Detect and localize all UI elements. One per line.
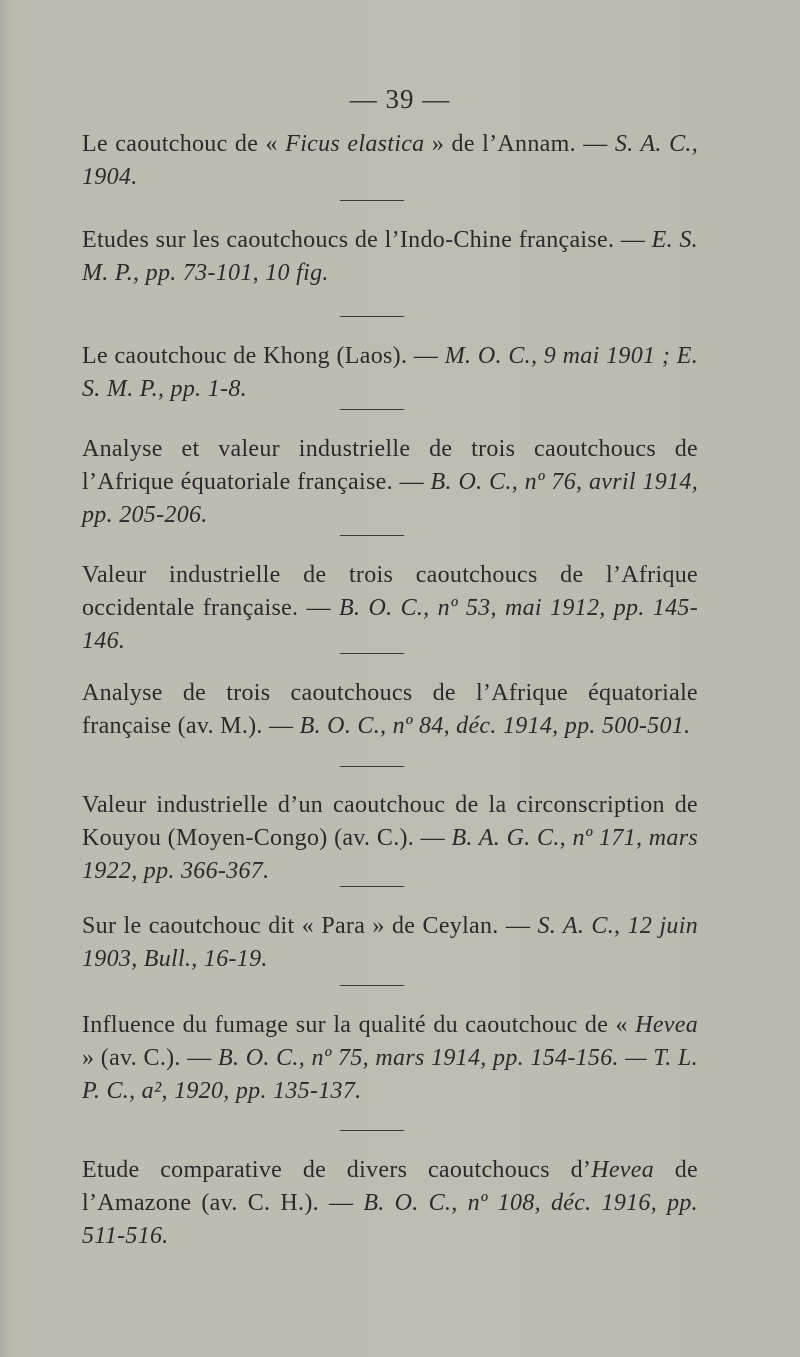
- entry-reference: M. O. C., 9 mai 1901 ; E. S. M. P., pp. 1-8.: [82, 343, 698, 402]
- separator-rule: [340, 653, 404, 654]
- entry-text: Analyse et valeur industrielle de trois caoutchoucs de l’Afrique équatoriale française. —: [82, 436, 698, 495]
- separator-rule: [340, 200, 404, 201]
- bibliography-entry: [82, 433, 698, 532]
- separator-rule: [340, 766, 404, 767]
- bibliography-entry: [82, 677, 698, 743]
- separator-rule: [340, 535, 404, 536]
- entry-reference: B. O. C., nº 53, mai 1912, pp. 145-146.: [82, 595, 698, 654]
- separator-rule: [340, 409, 404, 410]
- entry-text: » de l’Annam. —: [424, 131, 615, 157]
- entry-reference: B. O. C., nº 108, déc. 1916, pp. 511-516.: [82, 1190, 698, 1249]
- bibliography-entry: [82, 1154, 698, 1253]
- bibliography-entry: [82, 224, 698, 290]
- separator-rule: [340, 985, 404, 986]
- entry-text: Sur le caoutchouc dit « Para » de Ceylan. —: [82, 913, 538, 939]
- bibliography-entry: [82, 910, 698, 976]
- entry-text: Etudes sur les caoutchoucs de l’Indo-Chine française. —: [82, 227, 652, 253]
- entry-reference: B. O. C., nº 75, mars 1914, pp. 154-156. — T. L. P. C., a², 1920, pp. 135-137.: [82, 1045, 698, 1104]
- entry-reference: B. O. C., nº 76, avril 1914, pp. 205-206.: [82, 469, 698, 528]
- page-number: — 39 —: [349, 84, 451, 114]
- entry-text: Analyse de trois caoutchoucs de l’Afrique équatoriale française (av. M.). —: [82, 680, 698, 739]
- entry-italic: Ficus elastica: [285, 131, 425, 157]
- bibliography-entry: [82, 789, 698, 888]
- entry-text: Le caoutchouc de «: [82, 131, 286, 157]
- entry-reference: S. A. C., 12 juin 1903, Bull., 16-19.: [82, 913, 698, 972]
- bibliography-entry: [82, 559, 698, 658]
- entry-text: Valeur industrielle de trois caoutchoucs de l’Afrique occidentale française. —: [82, 562, 698, 621]
- separator-rule: [340, 1130, 404, 1131]
- entry-italic: Hevea: [635, 1012, 698, 1038]
- entry-italic: Hevea: [591, 1157, 655, 1183]
- entry-text: Influence du fumage sur la qualité du caoutchouc de «: [82, 1012, 636, 1038]
- separator-rule: [340, 886, 404, 887]
- entry-text: de l’Amazone (av. C. H.). —: [82, 1157, 698, 1216]
- separator-rule: [340, 316, 404, 317]
- entry-text: » (av. C.). —: [82, 1045, 218, 1071]
- bibliography-entry: [82, 1009, 698, 1108]
- entry-text: Etude comparative de divers caoutchoucs d’: [82, 1157, 592, 1183]
- bibliography-entry: [82, 340, 698, 406]
- entry-reference: S. A. C., 1904.: [82, 131, 698, 190]
- entry-text: Le caoutchouc de Khong (Laos). —: [82, 343, 445, 369]
- entry-reference: E. S. M. P., pp. 73-101, 10 fig.: [82, 227, 698, 286]
- bibliography-entry: [82, 128, 698, 194]
- entry-reference: B. O. C., nº 84, déc. 1914, pp. 500-501.: [299, 713, 691, 739]
- entry-text: Valeur industrielle d’un caoutchouc de la circonscription de Kouyou (Moyen-Congo) (av. C.). —: [82, 792, 698, 851]
- entry-reference: B. A. G. C., nº 171, mars 1922, pp. 366-367.: [82, 825, 699, 884]
